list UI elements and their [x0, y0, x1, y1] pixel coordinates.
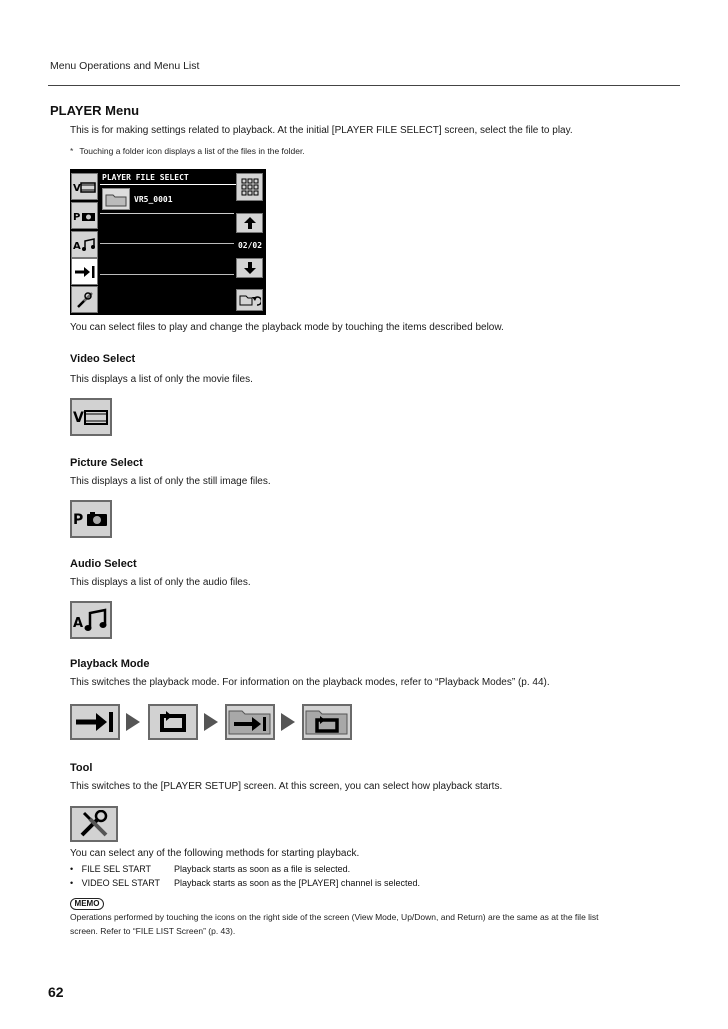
file-list-row[interactable] — [100, 216, 234, 244]
playback-mode-desc: This switches the playback mode. For information on the playback modes, refer to “Playback Modes” (p. 44). — [70, 677, 550, 688]
memo-text-line-1: Operations performed by touching the icons on the right side of the screen (View Mode, Up/Down, and Return) are the same as at the file list — [70, 912, 599, 922]
picture-select-desc: This displays a list of only the still image files. — [70, 476, 271, 487]
methods-intro: You can select any of the following methods for starting playback. — [70, 848, 360, 859]
method-bullet: • — [70, 864, 74, 874]
playback-mode-play-to-end-icon — [70, 704, 120, 740]
folder-icon[interactable] — [102, 188, 130, 210]
playback-mode-icon[interactable] — [71, 258, 98, 285]
audio-select-icon[interactable] — [71, 231, 98, 258]
sequence-arrow-icon — [126, 713, 140, 731]
page-number: 62 — [48, 984, 64, 1000]
player-file-select-screen — [70, 169, 266, 315]
video-select-icon — [70, 398, 112, 436]
audio-select-desc: This displays a list of only the audio files. — [70, 577, 251, 588]
audio-select-icon — [70, 601, 112, 639]
video-select-icon[interactable] — [71, 173, 98, 200]
tool-desc: This switches to the [PLAYER SETUP] screen. At this screen, you can select how playback starts. — [70, 781, 503, 792]
tool-heading: Tool — [70, 762, 93, 774]
file-list-row[interactable] — [100, 278, 234, 306]
video-icon-letter: V — [73, 410, 84, 426]
playback-mode-heading: Playback Mode — [70, 658, 150, 670]
method-desc: Playback starts as soon as a file is selected. — [174, 864, 351, 874]
note-asterisk: * — [70, 146, 74, 156]
folder-note — [70, 146, 305, 156]
svg-text:A: A — [72, 240, 81, 252]
tool-icon[interactable] — [71, 286, 98, 313]
picture-select-heading: Picture Select — [70, 457, 143, 469]
file-list-row[interactable] — [100, 247, 234, 275]
video-select-heading: Video Select — [70, 353, 136, 365]
picture-select-icon[interactable] — [71, 202, 98, 229]
playback-mode-folder-repeat-icon — [302, 704, 352, 740]
running-header: Menu Operations and Menu List — [50, 60, 200, 72]
svg-text:P: P — [72, 211, 80, 223]
memo-text-line-2: screen. Refer to “FILE LIST Screen” (p. 43). — [70, 926, 236, 936]
method-name: FILE SEL START — [81, 864, 152, 874]
view-mode-icon[interactable] — [236, 173, 263, 201]
picture-select-icon — [70, 500, 112, 538]
memo-badge: MEMO — [70, 898, 104, 910]
video-select-desc: This displays a list of only the movie files. — [70, 374, 253, 385]
select-intro: You can select files to play and change the playback mode by touching the items described below. — [70, 322, 504, 333]
screen-title: PLAYER FILE SELECT — [100, 172, 236, 185]
svg-text:V: V — [72, 182, 81, 194]
intro-text: This is for making settings related to playback. At the initial [PLAYER FILE SELECT] screen, select the file to play. — [70, 125, 573, 136]
page-indicator: 02/02 — [237, 241, 263, 250]
method-bullet: • — [70, 878, 74, 888]
picture-icon-letter: P — [73, 512, 84, 528]
up-arrow-icon[interactable] — [236, 213, 263, 233]
sequence-arrow-icon — [204, 713, 218, 731]
audio-icon-letter: A — [73, 616, 84, 631]
note-text: Touching a folder icon displays a list of the files in the folder. — [79, 146, 305, 156]
header-divider — [48, 85, 680, 86]
tool-icon — [70, 806, 118, 842]
method-item — [70, 864, 490, 878]
return-icon[interactable] — [236, 289, 263, 311]
sequence-arrow-icon — [281, 713, 295, 731]
down-arrow-icon[interactable] — [236, 258, 263, 278]
method-item — [70, 878, 490, 892]
playback-mode-folder-play-icon — [225, 704, 275, 740]
method-desc: Playback starts as soon as the [PLAYER] channel is selected. — [174, 878, 420, 888]
method-name: VIDEO SEL START — [81, 878, 161, 888]
file-list-row-folder[interactable] — [100, 186, 234, 214]
playback-mode-repeat-one-icon — [148, 704, 198, 740]
section-heading: PLAYER Menu — [50, 103, 140, 118]
audio-select-heading: Audio Select — [70, 558, 137, 570]
folder-name: VR5_0001 — [134, 195, 173, 204]
